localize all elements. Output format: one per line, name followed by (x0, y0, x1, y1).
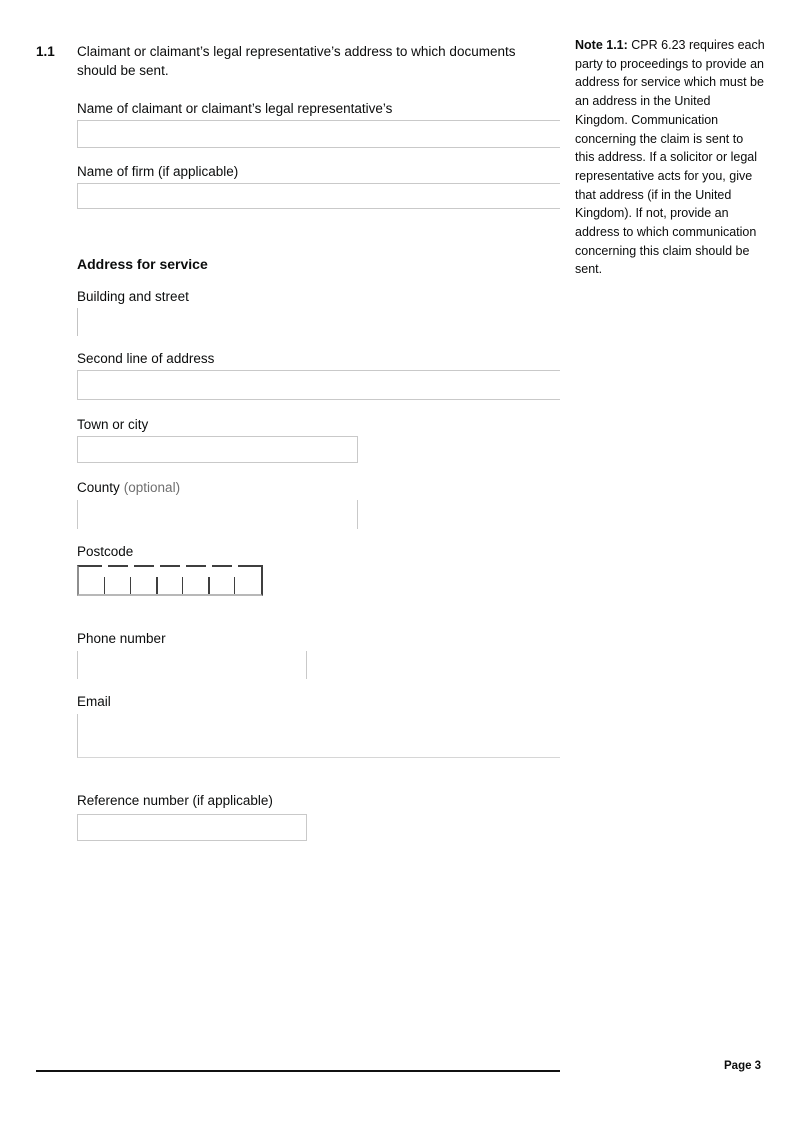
county-input[interactable] (77, 500, 358, 529)
footer-divider (36, 1070, 560, 1072)
firm-name-label: Name of firm (if applicable) (77, 164, 239, 179)
claimant-name-label: Name of claimant or claimant’s legal representative’s (77, 101, 393, 116)
county-optional-hint: (optional) (123, 480, 181, 495)
email-label: Email (77, 694, 111, 709)
county-label-text: County (77, 480, 120, 495)
postcode-input[interactable] (77, 565, 263, 596)
building-street-input[interactable] (77, 308, 560, 336)
note-panel (575, 36, 765, 279)
email-input[interactable] (77, 714, 560, 758)
question-row (36, 42, 560, 80)
second-line-label: Second line of address (77, 351, 215, 366)
page-number: Page 3 (724, 1060, 762, 1072)
firm-name-input[interactable] (77, 183, 560, 209)
second-line-input[interactable] (77, 370, 560, 400)
reference-label: Reference number (if applicable) (77, 793, 273, 808)
county-label (77, 479, 560, 496)
note-title: Note 1.1: (575, 38, 628, 52)
claimant-name-input[interactable] (77, 120, 560, 148)
postcode-label: Postcode (77, 544, 134, 559)
reference-input[interactable] (77, 814, 307, 841)
section-number: 1.1 (36, 44, 55, 59)
note-body: CPR 6.23 requires each party to proceedings to provide an address for service which must be an address in the United Kingdom. Communication concerning the claim is sent to this address. If a solicitor or legal representative acts for you, give that address (if in the United Kingdom). If not, provide an address to which communication concerning this claim should be sent. (575, 38, 765, 277)
form-column (36, 42, 560, 841)
building-street-label: Building and street (77, 289, 189, 304)
town-city-label: Town or city (77, 417, 149, 432)
address-for-service-heading: Address for service (77, 256, 208, 272)
town-city-input[interactable] (77, 436, 358, 463)
question-text: Claimant or claimant’s legal representative’s address to which documents should be sent. (77, 44, 516, 78)
phone-label: Phone number (77, 631, 166, 646)
phone-input[interactable] (77, 651, 307, 679)
